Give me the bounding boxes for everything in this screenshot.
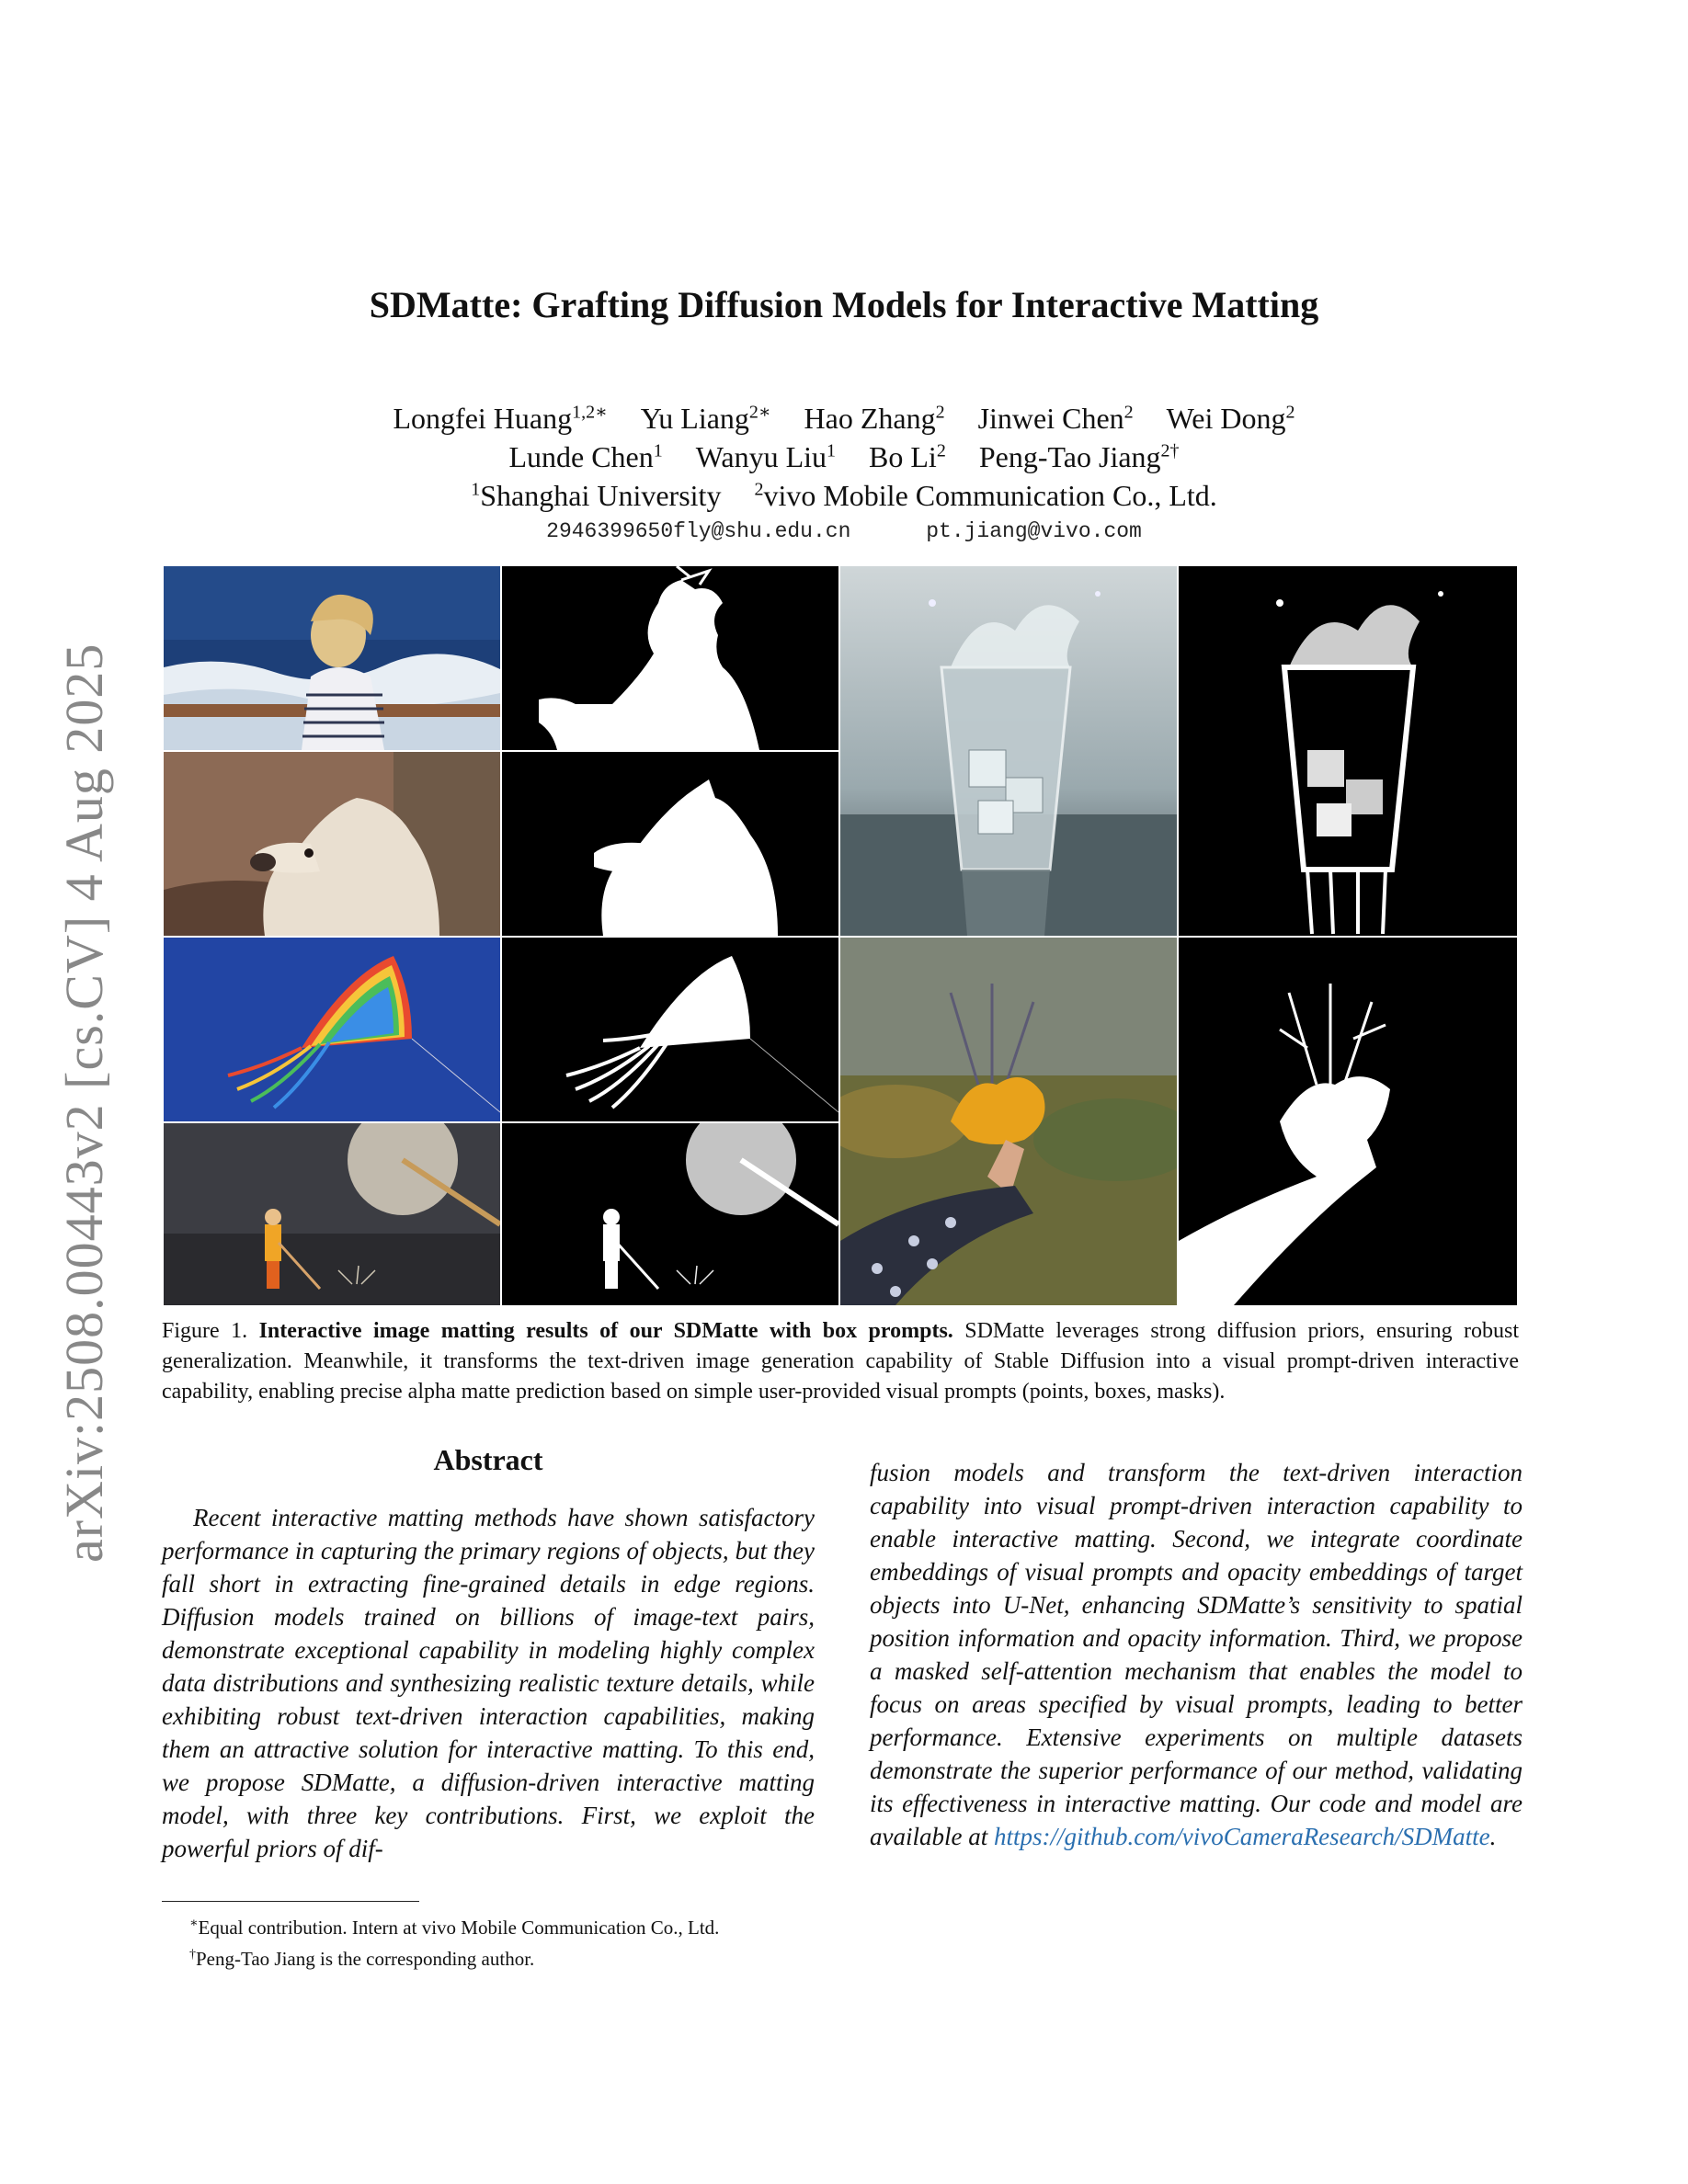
abstract-text-right: fusion models and transform the text-driven interaction capability into visual prompt-driven interaction capability to enable interactive matting. Second, we integrate coordinate embeddings of visual prompts and opacity embeddings of target objects into U-Net, enhancing SDMatte’s sensitivity to spatial position information and opacity information. Third, we propose a masked self-attention mechanism that enables the model to focus on areas specified by visual prompts, leading to better performance. Extensive experiments on multiple datasets demonstrate the superior performance of our method, validating its effectiveness in interactive matting. Our code and model are available at https://github.com/vivoCameraResearch/SDMatte. xyxy=(870,1459,1523,1850)
author: Yu Liang$^{2∗}$ xyxy=(640,401,771,435)
abstract-right-column xyxy=(870,1456,1523,1853)
figure-caption: Figure 1. Interactive image matting results of our SDMatte with box prompts. SDMatte leverages strong diffusion priors, ensuring robust generalization. Meanwhile, it transforms the text-driven image generation capability of Stable Diffusion into a visual prompt-driven interactive capability, enabling precise alpha matte prediction based on simple user-provided visual prompts (points, boxes, masks). xyxy=(162,1319,1520,1404)
email-link[interactable]: 2946399650fly@shu.edu.cn xyxy=(546,519,851,543)
author: Peng-Tao Jiang$^{2\dagger}$ xyxy=(978,439,1180,473)
authors-line-2 xyxy=(0,432,1688,475)
author: Hao Zhang$^2$ xyxy=(804,401,945,435)
footnote: ∗Equal contribution. Intern at vivo Mobile Communication Co., Ltd. xyxy=(189,1917,720,1939)
matte-flowers-hand xyxy=(1179,938,1517,1305)
author: Wanyu Liu$^1$ xyxy=(695,439,837,473)
github-link[interactable]: https://github.com/vivoCameraResearch/SDMatte xyxy=(993,1823,1490,1850)
emails xyxy=(0,519,1688,543)
affiliation: $^1$Shanghai University xyxy=(471,478,722,512)
email-link[interactable]: pt.jiang@vivo.com xyxy=(926,519,1142,543)
abstract-left-column xyxy=(162,1443,815,1865)
author: Wei Dong$^2$ xyxy=(1166,401,1295,435)
affiliation: $^2$vivo Mobile Communication Co., Ltd. xyxy=(754,478,1217,512)
matte-alpaca xyxy=(502,752,838,936)
arxiv-stamp: arXiv:2508.00443v2 [cs.CV] 4 Aug 2025 xyxy=(54,643,114,1563)
image-woman-sea xyxy=(164,566,500,750)
abstract-text-left: Recent interactive matting methods have shown satisfactory performance in capturing the primary regions of objects, but they fall short in extracting fine-grained details in edge regions. Diffusion models trained on billions of image-text pairs, demonstrate exceptional capability in modeling highly complex data distributions and synthesizing realistic texture details, while exhibiting robust text-driven interaction capabilities, making them an attractive solution for interactive matting. To this end, we propose SDMatte, a diffusion-driven interactive matting model, with three key contributions. First, we exploit the powerful priors of dif- xyxy=(162,1504,815,1862)
matte-dandelion-worker xyxy=(502,1123,838,1305)
abstract-heading: Abstract xyxy=(433,1443,543,1476)
footnote: †Peng-Tao Jiang is the corresponding author. xyxy=(189,1948,535,1970)
author: Longfei Huang$^{1,2∗}$ xyxy=(393,401,608,435)
authors-line-1 xyxy=(0,393,1688,437)
figure-1 xyxy=(164,566,1517,1305)
author: Lunde Chen$^1$ xyxy=(508,439,663,473)
image-dandelion-worker xyxy=(164,1123,500,1305)
footnotes xyxy=(162,1910,842,1973)
matte-woman xyxy=(502,566,838,750)
footnote-rule xyxy=(162,1901,419,1902)
image-kite xyxy=(164,938,500,1121)
image-flowers-hand xyxy=(840,938,1177,1305)
image-alpaca xyxy=(164,752,500,936)
matte-kite xyxy=(502,938,838,1121)
image-glass-splash xyxy=(840,566,1177,936)
matte-glass-splash xyxy=(1179,566,1517,936)
affiliations xyxy=(0,471,1688,514)
author: Bo Li$^2$ xyxy=(869,439,946,473)
author: Jinwei Chen$^2$ xyxy=(977,401,1134,435)
paper-title: SDMatte: Grafting Diffusion Models for Interactive Matting xyxy=(369,284,1319,325)
